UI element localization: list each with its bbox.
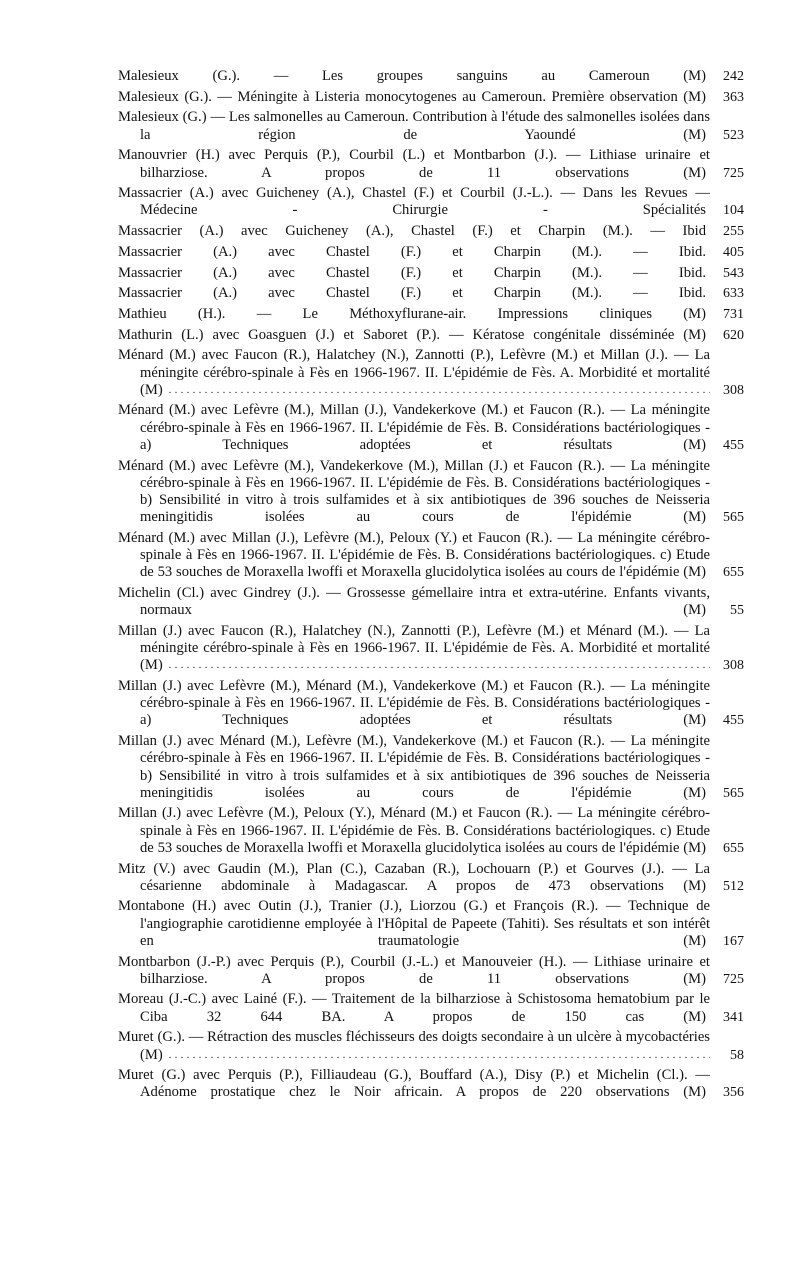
entry-page-number: 308	[712, 657, 744, 674]
index-entry	[118, 147, 742, 181]
entry-text: Michelin (Cl.) avec Gindrey (J.). — Grossesse gémellaire intra et extra-utérine. Enfants vivants, normaux (M)	[118, 584, 710, 619]
entry-text: Muret (G.) avec Perquis (P.), Filliaudeau (G.), Bouffard (A.), Disy (P.) et Michelin (Cl.). — Adénome prostatique chez le Noir africain. A propos de 220 observations (M)	[118, 1067, 710, 1101]
index-entry	[118, 109, 742, 143]
index-entry	[118, 244, 742, 261]
entry-page-number: 455	[712, 437, 744, 454]
index-entry	[118, 285, 742, 302]
index-entry	[118, 585, 742, 619]
index-entry	[118, 402, 742, 454]
entry-text: Montabone (H.) avec Outin (J.), Tranier (J.), Liorzou (G.) et François (R.). — Technique de l'angiographie carotidienne employée à l'Hôpital de Papeete (Tahiti). Ses résultats et son intérêt en traumatologie (M)	[118, 898, 710, 949]
entry-page-number: 565	[712, 785, 744, 802]
index-entry	[118, 861, 742, 895]
entry-page-number: 242	[712, 68, 744, 85]
index-entry	[118, 347, 742, 399]
entry-page-number: 655	[712, 564, 744, 581]
entry-text: Moreau (J.-C.) avec Lainé (F.). — Traitement de la bilharziose à Schistosoma hematobium par le Ciba 32 644 BA. A propos de 150 cas (M)	[118, 991, 710, 1025]
entry-text: Mathurin (L.) avec Goasguen (J.) et Saboret (P.). — Kératose congénitale disséminée (M)	[118, 327, 710, 343]
entry-page-number: 512	[712, 878, 744, 895]
index-entry	[118, 623, 742, 675]
entry-text: Massacrier (A.) avec Guicheney (A.), Chastel (F.) et Charpin (M.). — Ibid	[118, 223, 710, 239]
entry-text: Millan (J.) avec Faucon (R.), Halatchey (N.), Zannotti (P.), Lefèvre (M.) et Ménard (M.). — La méningite cérébro-spinale à Fès en 1966-1967. II. L'épidémie de Fès. A. Morbidité et mortalité (M)	[118, 622, 710, 674]
entry-text: Malesieux (G.) — Les salmonelles au Cameroun. Contribution à l'étude des salmonelles isolées dans la région de Yaoundé (M)	[118, 109, 710, 143]
entry-page-number: 633	[712, 285, 744, 302]
entry-text: Massacrier (A.) avec Chastel (F.) et Charpin (M.). — Ibid.	[118, 265, 710, 281]
entry-text: Ménard (M.) avec Millan (J.), Lefèvre (M.), Peloux (Y.) et Faucon (R.). — La méningite cérébro-spinale à Fès en 1966-1967. II. L'épidémie de Fès. B. Considérations bactériologiques. c) Etude de 53 souches de Moraxella lwoffi et Moraxella glucidolytica isolées au cours de l'épidémie (M)	[118, 529, 710, 581]
entry-page-number: 356	[712, 1084, 744, 1101]
entry-text: Mitz (V.) avec Gaudin (M.), Plan (C.), Cazaban (R.), Lochouarn (P.) et Gourves (J.). — La césarienne abdominale à Madagascar. A propos de 473 observations (M)	[118, 860, 710, 894]
index-entry	[118, 265, 742, 282]
entry-text: Millan (J.) avec Ménard (M.), Lefèvre (M.), Vandekerkove (M.) et Faucon (R.). — La méningite cérébro-spinale à Fès en 1966-1967. II. L'épidémie de Fès. B. Considérations bactériologiques - b) Sensibilité in vitro à trois sulfamides et à six antibiotiques de 396 souches de Neisseria meningitidis isolées au cours de l'épidémie (M)	[118, 733, 710, 801]
index-entry	[118, 954, 742, 988]
index-entry	[118, 68, 742, 85]
index-entry	[118, 1029, 742, 1063]
entry-page-number: 308	[712, 382, 744, 399]
entry-page-number: 620	[712, 327, 744, 344]
entry-page-number: 167	[712, 933, 744, 950]
index-entry	[118, 327, 742, 344]
entry-page-number: 341	[712, 1009, 744, 1026]
entry-page-number: 543	[712, 265, 744, 282]
entry-text: Malesieux (G.). — Méningite à Listeria monocytogenes au Cameroun. Première observation (M)	[118, 89, 710, 105]
entry-text: Muret (G.). — Rétraction des muscles fléchisseurs des doigts secondaire à un ulcère à mycobactéries (M)	[118, 1029, 710, 1063]
entry-page-number: 255	[712, 223, 744, 240]
index-entry	[118, 185, 742, 219]
index-entry	[118, 223, 742, 240]
entry-page-number: 725	[712, 165, 744, 182]
entry-page-number: 405	[712, 244, 744, 261]
entry-page-number: 55	[712, 602, 744, 619]
entry-page-number: 104	[712, 202, 744, 219]
index-entry	[118, 89, 742, 106]
entry-page-number: 363	[712, 89, 744, 106]
entry-page-number: 731	[712, 306, 744, 323]
index-entry	[118, 678, 742, 730]
index-entry	[118, 805, 742, 857]
author-index-list	[118, 68, 742, 1105]
entry-text: Mathieu (H.). — Le Méthoxyflurane-air. Impressions cliniques (M)	[118, 306, 710, 322]
index-entry	[118, 733, 742, 802]
entry-text: Ménard (M.) avec Lefèvre (M.), Millan (J.), Vandekerkove (M.) et Faucon (R.). — La méningite cérébro-spinale à Fès en 1966-1967. II. L'épidémie de Fès. B. Considérations bactériologiques - a) Techniques adoptées et résultats (M)	[118, 402, 710, 453]
entry-page-number: 58	[712, 1047, 744, 1064]
entry-text: Ménard (M.) avec Faucon (R.), Halatchey (N.), Zannotti (P.), Lefèvre (M.) et Millan (J.). — La méningite cérébro-spinale à Fès en 1966-1967. II. L'épidémie de Fès. A. Morbidité et mortalité (M)	[118, 347, 710, 398]
entry-page-number: 725	[712, 971, 744, 988]
entry-page-number: 565	[712, 509, 744, 526]
index-entry	[118, 898, 742, 950]
entry-text: Massacrier (A.) avec Guicheney (A.), Chastel (F.) et Courbil (J.-L.). — Dans les Revues — Médecine - Chirurgie - Spécialités	[118, 185, 710, 219]
index-entry	[118, 530, 742, 582]
entry-text: Ménard (M.) avec Lefèvre (M.), Vandekerkove (M.), Millan (J.) et Faucon (R.). — La méningite cérébro-spinale à Fès en 1966-1967. II. L'épidémie de Fès. B. Considérations bactériologiques - b) Sensibilité in vitro à trois sulfamides et à six antibiotiques de 396 souches de Neisseria meningitidis isolées au cours de l'épidémie (M)	[118, 457, 710, 526]
index-entry	[118, 991, 742, 1025]
index-entry	[118, 458, 742, 527]
entry-text: Massacrier (A.) avec Chastel (F.) et Charpin (M.). — Ibid.	[118, 244, 710, 260]
entry-page-number: 523	[712, 127, 744, 144]
entry-text: Millan (J.) avec Lefèvre (M.), Ménard (M.), Vandekerkove (M.) et Faucon (R.). — La méningite cérébro-spinale à Fès en 1966-1967. II. L'épidémie de Fès. B. Considérations bactériologiques - a) Techniques adoptées et résultats (M)	[118, 678, 710, 729]
entry-text: Manouvrier (H.) avec Perquis (P.), Courbil (L.) et Montbarbon (J.). — Lithiase urinaire et bilharziose. A propos de 11 observations (M)	[118, 147, 710, 181]
entry-page-number: 455	[712, 712, 744, 729]
entry-text: Millan (J.) avec Lefèvre (M.), Peloux (Y.), Ménard (M.) et Faucon (R.). — La méningite cérébro-spinale à Fès en 1966-1967. II. L'épidémie de Fès. B. Considérations bactériologiques. c) Etude de 53 souches de Moraxella lwoffi et Moraxella glucidolytica isolées au cours de l'épidémie (M)	[118, 805, 710, 856]
entry-text: Malesieux (G.). — Les groupes sanguins au Cameroun (M)	[118, 68, 710, 84]
index-entry	[118, 306, 742, 323]
entry-text: Montbarbon (J.-P.) avec Perquis (P.), Courbil (J.-L.) et Manouveier (H.). — Lithiase urinaire et bilharziose. A propos de 11 observations (M)	[118, 953, 710, 987]
entry-text: Massacrier (A.) avec Chastel (F.) et Charpin (M.). — Ibid.	[118, 285, 710, 301]
index-entry	[118, 1067, 742, 1101]
entry-page-number: 655	[712, 840, 744, 857]
